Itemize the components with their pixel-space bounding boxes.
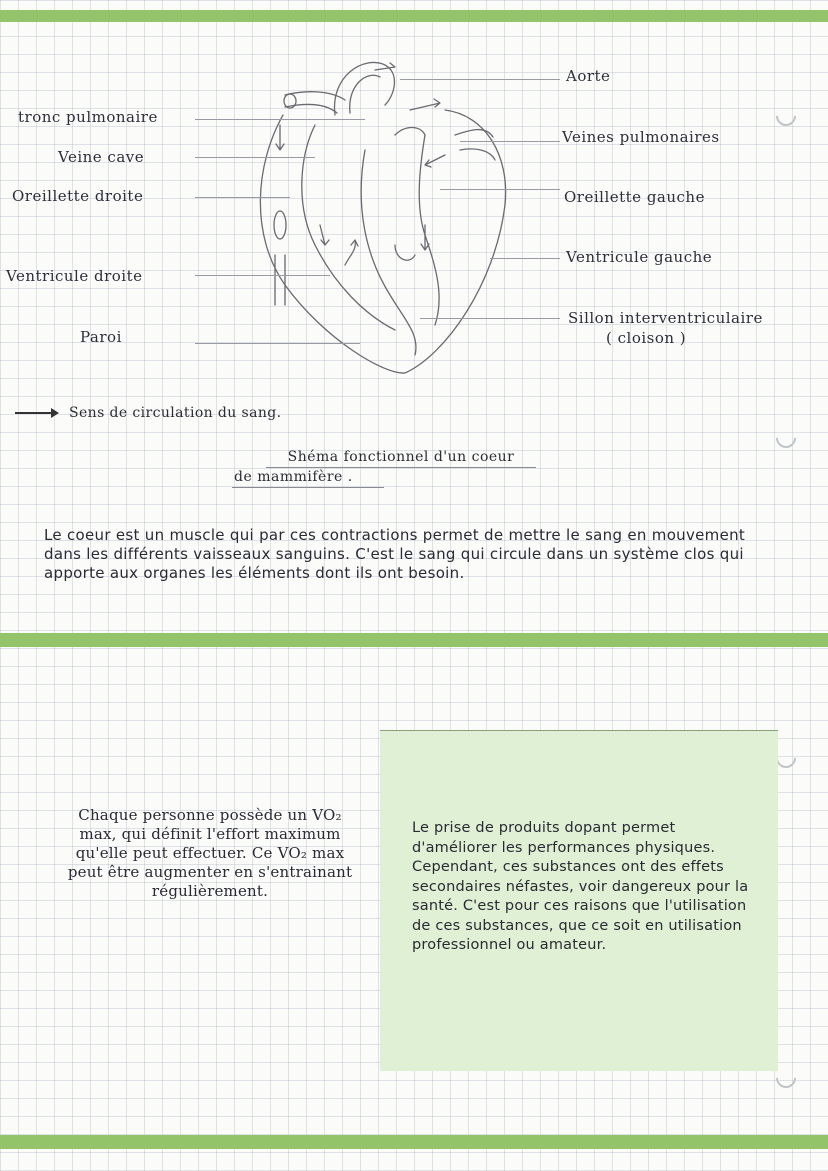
diagram-caption bbox=[232, 448, 552, 488]
leader-line bbox=[195, 197, 290, 198]
caption-line-2: de mammifère . bbox=[232, 468, 384, 488]
leader-line bbox=[420, 318, 560, 319]
leader-line bbox=[195, 343, 360, 344]
leader-line bbox=[195, 275, 330, 276]
label-veines-pulmonaires: Veines pulmonaires bbox=[562, 128, 720, 146]
doping-note-box bbox=[380, 730, 778, 1071]
binder-ring-icon bbox=[772, 424, 800, 452]
label-aorte: Aorte bbox=[566, 67, 611, 85]
leader-line bbox=[400, 79, 560, 80]
leader-line bbox=[490, 258, 560, 259]
label-paroi: Paroi bbox=[80, 328, 122, 346]
label-oreillette-gauche: Oreillette gauche bbox=[564, 188, 705, 206]
leader-line bbox=[195, 157, 315, 158]
bottom-green-band bbox=[0, 1135, 828, 1149]
legend-text: Sens de circulation du sang. bbox=[69, 405, 282, 421]
top-green-band bbox=[0, 10, 828, 22]
arrow-right-icon bbox=[15, 412, 57, 414]
label-veine-cave: Veine cave bbox=[58, 148, 145, 166]
heart-diagram bbox=[245, 55, 545, 380]
leader-line bbox=[195, 119, 365, 120]
leader-line bbox=[460, 141, 560, 142]
binder-ring-icon bbox=[772, 102, 800, 130]
label-oreillette-droite: Oreillette droite bbox=[12, 187, 144, 205]
heart-paragraph: Le coeur est un muscle qui par ces contractions permet de mettre le sang en mouvement dans les différents vaisseaux sanguins. C'est le sang qui circule dans un système clos qui apporte aux organes les éléments dont ils ont besoin. bbox=[44, 526, 746, 582]
label-tronc-pulmonaire: tronc pulmonaire bbox=[18, 108, 158, 126]
vo2-max-note: Chaque personne possède un VO₂ max, qui définit l'effort maximum qu'elle peut effectuer. Ce VO₂ max peut être augmenter en s'entrainant régulièrement. bbox=[67, 806, 353, 900]
middle-green-band bbox=[0, 633, 828, 647]
flow-legend bbox=[15, 405, 282, 421]
label-ventricule-gauche: Ventricule gauche bbox=[566, 248, 713, 266]
label-sillon-interventriculaire: Sillon interventriculaire bbox=[568, 309, 763, 327]
doping-note-text: Le prise de produits dopant permet d'améliorer les performances physiques. Cependant, ces substances ont des effets secondaires néfastes, voir dangereux pour la santé. C'est pour ces raisons que l'utilisation de ces substances, que ce soit en utilisation professionnel ou amateur. bbox=[412, 820, 749, 953]
label-ventricule-droite: Ventricule droite bbox=[6, 267, 143, 285]
leader-line bbox=[440, 189, 560, 190]
caption-line-1: Shéma fonctionnel d'un coeur bbox=[266, 448, 536, 468]
label-cloison: ( cloison ) bbox=[606, 329, 687, 347]
